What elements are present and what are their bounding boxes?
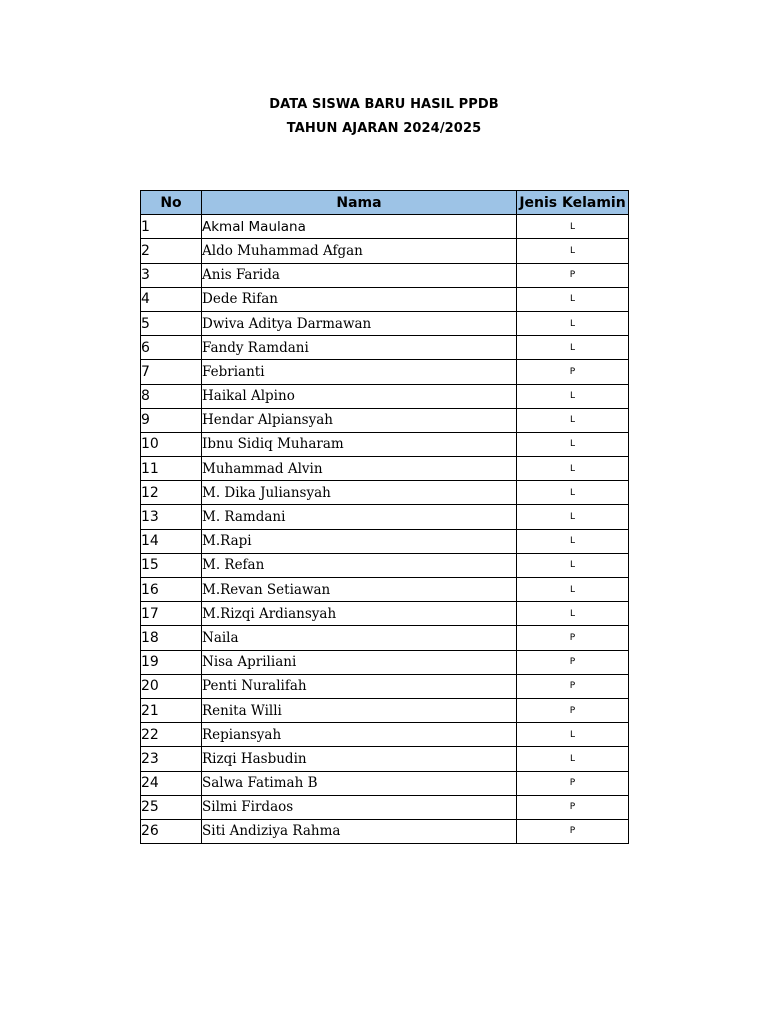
cell-jenis-kelamin: L [517, 408, 629, 432]
cell-no: 18 [141, 626, 202, 650]
cell-no: 23 [141, 747, 202, 771]
table-row [141, 408, 629, 432]
cell-jenis-kelamin: P [517, 360, 629, 384]
cell-no: 16 [141, 578, 202, 602]
cell-nama: Nisa Apriliani [202, 650, 517, 674]
cell-nama: Haikal Alpino [202, 384, 517, 408]
table-row [141, 698, 629, 722]
cell-jenis-kelamin: L [517, 384, 629, 408]
table-row [141, 626, 629, 650]
cell-jenis-kelamin: P [517, 698, 629, 722]
cell-no: 4 [141, 287, 202, 311]
cell-jenis-kelamin: L [517, 529, 629, 553]
cell-no: 11 [141, 457, 202, 481]
cell-nama: Fandy Ramdani [202, 336, 517, 360]
cell-nama: M. Refan [202, 553, 517, 577]
cell-nama: Repiansyah [202, 723, 517, 747]
cell-jenis-kelamin: L [517, 747, 629, 771]
table-row [141, 795, 629, 819]
cell-no: 20 [141, 674, 202, 698]
cell-nama: Salwa Fatimah B [202, 771, 517, 795]
cell-no: 1 [141, 215, 202, 239]
table-row [141, 819, 629, 843]
cell-no: 17 [141, 602, 202, 626]
table-row [141, 747, 629, 771]
cell-nama: M. Ramdani [202, 505, 517, 529]
document-subtitle: TAHUN AJARAN 2024/2025 [286, 121, 482, 136]
table-body [141, 215, 629, 844]
cell-nama: Penti Nuralifah [202, 674, 517, 698]
student-table [140, 190, 629, 844]
cell-no: 3 [141, 263, 202, 287]
cell-no: 9 [141, 408, 202, 432]
cell-jenis-kelamin: L [517, 602, 629, 626]
cell-jenis-kelamin: L [517, 723, 629, 747]
cell-nama: Aldo Muhammad Afgan [202, 239, 517, 263]
cell-no: 21 [141, 698, 202, 722]
table-row [141, 723, 629, 747]
cell-no: 15 [141, 553, 202, 577]
table-row [141, 432, 629, 456]
table-row [141, 674, 629, 698]
cell-no: 14 [141, 529, 202, 553]
cell-nama: Akmal Maulana [202, 215, 517, 239]
cell-no: 6 [141, 336, 202, 360]
cell-no: 24 [141, 771, 202, 795]
cell-jenis-kelamin: L [517, 481, 629, 505]
cell-nama: Anis Farida [202, 263, 517, 287]
table-row [141, 287, 629, 311]
cell-jenis-kelamin: P [517, 819, 629, 843]
table-row [141, 505, 629, 529]
cell-jenis-kelamin: P [517, 674, 629, 698]
cell-jenis-kelamin: P [517, 771, 629, 795]
cell-jenis-kelamin: L [517, 578, 629, 602]
cell-jenis-kelamin: L [517, 505, 629, 529]
column-header-jenis-kelamin: Jenis Kelamin [517, 191, 629, 215]
cell-jenis-kelamin: P [517, 263, 629, 287]
cell-jenis-kelamin: L [517, 553, 629, 577]
table-header-row [141, 191, 629, 215]
cell-jenis-kelamin: P [517, 795, 629, 819]
table-row [141, 650, 629, 674]
cell-nama: M.Revan Setiawan [202, 578, 517, 602]
cell-no: 10 [141, 432, 202, 456]
table-row [141, 457, 629, 481]
cell-nama: M. Dika Juliansyah [202, 481, 517, 505]
cell-nama: Renita Willi [202, 698, 517, 722]
cell-nama: Dede Rifan [202, 287, 517, 311]
cell-jenis-kelamin: L [517, 432, 629, 456]
table-row [141, 553, 629, 577]
cell-jenis-kelamin: P [517, 626, 629, 650]
cell-jenis-kelamin: L [517, 336, 629, 360]
table-row [141, 263, 629, 287]
cell-no: 26 [141, 819, 202, 843]
cell-no: 12 [141, 481, 202, 505]
cell-nama: Rizqi Hasbudin [202, 747, 517, 771]
document-title: DATA SISWA BARU HASIL PPDB [269, 97, 499, 112]
cell-jenis-kelamin: L [517, 457, 629, 481]
table-row [141, 239, 629, 263]
table-row [141, 481, 629, 505]
cell-no: 7 [141, 360, 202, 384]
table-row [141, 215, 629, 239]
cell-nama: Dwiva Aditya Darmawan [202, 311, 517, 335]
cell-no: 13 [141, 505, 202, 529]
cell-nama: Febrianti [202, 360, 517, 384]
cell-jenis-kelamin: L [517, 287, 629, 311]
cell-no: 2 [141, 239, 202, 263]
cell-nama: Hendar Alpiansyah [202, 408, 517, 432]
cell-jenis-kelamin: L [517, 311, 629, 335]
cell-jenis-kelamin: P [517, 650, 629, 674]
cell-nama: Naila [202, 626, 517, 650]
cell-nama: Silmi Firdaos [202, 795, 517, 819]
column-header-no: No [141, 191, 202, 215]
table-row [141, 311, 629, 335]
cell-no: 5 [141, 311, 202, 335]
cell-nama: Ibnu Sidiq Muharam [202, 432, 517, 456]
cell-no: 19 [141, 650, 202, 674]
cell-no: 25 [141, 795, 202, 819]
cell-nama: M.Rizqi Ardiansyah [202, 602, 517, 626]
cell-jenis-kelamin: L [517, 239, 629, 263]
table-row [141, 384, 629, 408]
cell-no: 22 [141, 723, 202, 747]
cell-nama: Siti Andiziya Rahma [202, 819, 517, 843]
table-row [141, 771, 629, 795]
cell-nama: M.Rapi [202, 529, 517, 553]
cell-no: 8 [141, 384, 202, 408]
column-header-nama: Nama [202, 191, 517, 215]
table-row [141, 336, 629, 360]
table-row [141, 602, 629, 626]
table-row [141, 578, 629, 602]
table-row [141, 360, 629, 384]
cell-nama: Muhammad Alvin [202, 457, 517, 481]
table-row [141, 529, 629, 553]
cell-jenis-kelamin: L [517, 215, 629, 239]
